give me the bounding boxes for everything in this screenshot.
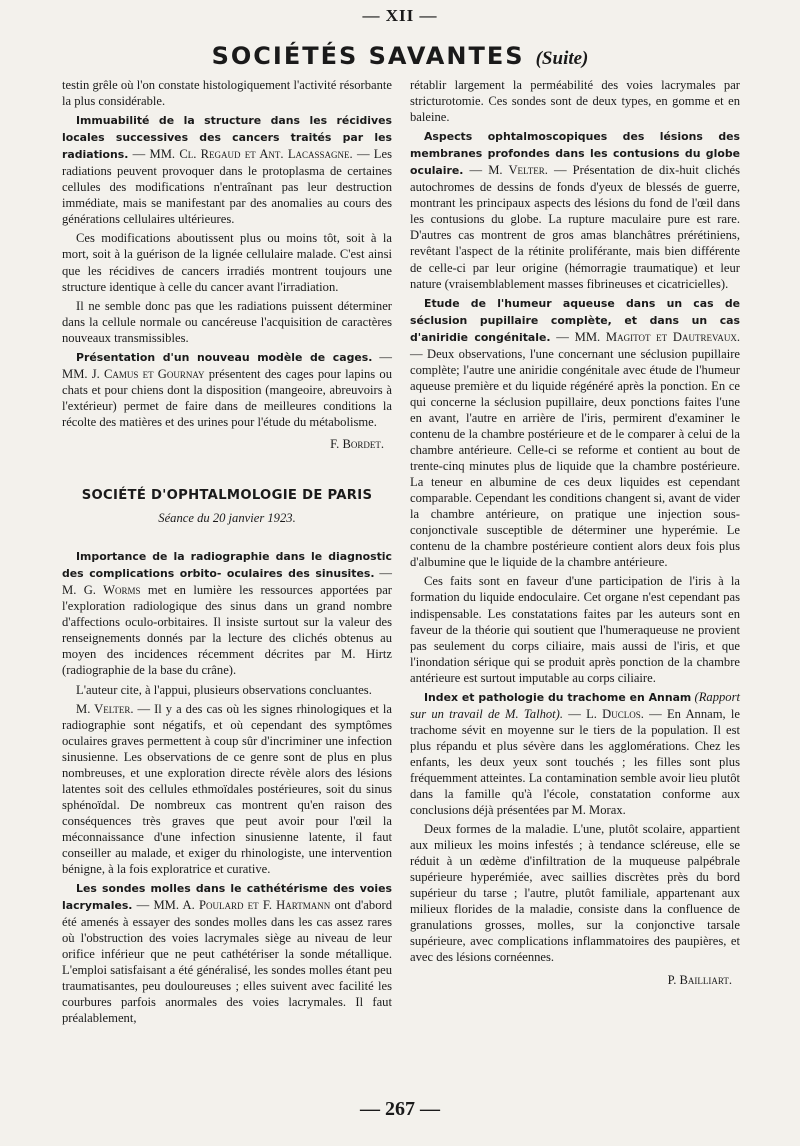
article-authors: M. Velter.	[76, 701, 134, 716]
article-title: Etude de l'humeur aqueuse dans un cas de séclusion pupillaire complète, et dans un cas d'aniridie congénitale.	[410, 296, 740, 344]
article-authors: — M. Velter.	[469, 163, 548, 178]
header-suite: (Suite)	[535, 48, 589, 69]
article-text: anormales des voies lacrymales. Il faut préalablement,	[62, 995, 392, 1026]
article-authors: — MM. Cl. Regaud et Ant. Lacassagne.	[132, 147, 353, 162]
session-date: Séance du 20 janvier 1923.	[158, 511, 296, 526]
paragraph: Il ne semble donc pas que les radiations puissent déterminer dans la cellule normale ou cancéreuse l'acquisition de caractères nouveaux transmissibles.	[62, 298, 392, 345]
article-text: — Présentation de dix-huit clichés autochromes de dessins de fonds d'yeux de blessés de guerre, montrant les principaux aspects des lésions du fond de l'œil dans les contusions du globe. La rupture maculaire pure est rare. D'autres cas montrent de gros amas blanchâtres prérétiniens, revêtant l'aspect de la rétinite proliférante, mais bien différente de celle-ci par leur origine (hémorragie traumatique) et leur nature (vraisemblablement masses fibrineuses et cicatricielles).	[410, 163, 740, 291]
society-title: SOCIÉTÉ D'OPHTALMOLOGIE DE PARIS	[81, 488, 373, 504]
article-magitot	[410, 295, 740, 571]
article-reference: (Rapport sur un travail de M. Talhot).	[410, 689, 740, 721]
paragraph: rétablir largement la perméabilité des voies lacrymales par stricturotomie. Ces sondes sont de deux types, en gomme et en baleine.	[410, 78, 740, 125]
signature-bailliart: P. Bailliart.	[667, 972, 732, 987]
article-text: présentent des cages pour lapins ou chats et pour chiens dont la disposition (mangeoire, abreuvoirs à l'extérieur) permet de faire dans de meilleures conditions la récolte des matières et des urines pour l'étude du métabolisme.	[62, 366, 392, 429]
article-title: Importance de la radiographie dans le diagnostic des complications orbito- oculaires des sinusites.	[62, 550, 392, 581]
article-text: met en lumière les ressources apportées par l'exploration radiologique des sinus dans un grand nombre d'affections oculo-orbitaires. Il insiste surtout sur la valeur des renseignements donnés par la lecture des clichés obtenus au moyen des incidences récemment décrites par M. Hirtz (radiographie de la base du crâne).	[62, 583, 392, 678]
article-text: ont d'abord été amenés à essayer des sondes molles dans les cas assez rares où l'obstruction des voies lacrymales siège au niveau de leur orifice inférieur que ne peut cathétériser la sonde métallique. L'emploi satisfaisant a été généralisé, les sondes molles étant peu traumatisantes, peu douloureuses ; elles suivent avec facilité les courbures parfois	[62, 898, 392, 1010]
article-velter	[410, 128, 740, 291]
right-column	[410, 77, 740, 988]
paragraph: Ces modifications aboutissent plus ou moins tôt, soit à la mort, soit à la guérison de la lignée cellulaire malade. C'est ainsi que les récidives de cancers irradiés montrent toujours une structure identique à celle du cancer avant l'irradiation.	[62, 231, 392, 294]
article-title: Index et pathologie du trachome en Annam	[424, 690, 692, 704]
section-header	[0, 42, 800, 70]
article-title: Présentation d'un nouveau modèle de cages.	[76, 350, 373, 364]
article-text: — Les radiations peuvent provoquer dans le protoplasma de certaines cellules des modifications n'entraînant pas leur destruction immédiate, mais se manifestant par des anomalies au cours des générations cellulaires ultérieures.	[62, 147, 392, 227]
article-poulard	[62, 880, 392, 1026]
page-number-top: — XII —	[362, 6, 438, 25]
paragraph: L'auteur cite, à l'appui, plusieurs observations concluantes.	[76, 682, 372, 697]
article-duclos	[410, 689, 740, 818]
article-authors: — M. G. Worms	[62, 566, 393, 598]
paragraph: Deux formes de la maladie. L'une, plutôt scolaire, appartient aux milieux les moins infestés ; à tendance scléreuse, elle se réduit à un œdème d'infiltration de la muqueuse palpébrale supérieure hyperémiée, avec saillies discrètes près du bord supérieur du tarse ; l'autre, plutôt familiale, appartenant aux milieux florides de la maladie, consiste dans la confluence de granulations grosses, molles, sur la conjonctive tarsale supérieure, avec complications inflammatoires des paupières, et avec des lésions cornéennes.	[410, 822, 740, 965]
article-title: Immuabilité de la structure dans les récidives locales successives des cancers traités par les radiations.	[62, 114, 392, 162]
left-column	[62, 77, 392, 1029]
article-regaud	[62, 112, 392, 227]
page-number-bottom: — 267 —	[360, 1098, 440, 1120]
header-title: SOCIÉTÉS SAVANTES	[211, 42, 525, 70]
signature-bordet: F. Bordet.	[330, 436, 384, 451]
article-authors: — MM. A. Poulard et F. Hartmann	[136, 898, 331, 913]
article-authors: — L. Duclos.	[568, 706, 644, 721]
article-title: Aspects ophtalmoscopiques des lésions des membranes profondes dans les contusions du globe oculaire.	[410, 130, 740, 178]
paragraph: Ces faits sont en faveur d'une participation de l'iris à la formation du liquide endoculaire. Cet organe n'est cependant pas indispensable. Les constatations faites par les auteurs sont en faveur de la théorie qui soutient que l'humeraqueuse ne provient pas seulement du corps ciliaire, mais aussi de l'iris, et que l'inondation sérique qui se produit après ponction de la chambre antérieure est surtout imputable au corps ciliaire.	[410, 574, 740, 685]
paragraph: testin grêle où l'on constate histologiquement l'activité résorbante la plus considérable.	[62, 78, 392, 109]
article-authors: — MM. J. Camus et Gournay	[62, 349, 392, 381]
article-worms	[62, 548, 392, 678]
article-authors: — MM. Magitot et Dautrevaux.	[556, 329, 740, 344]
article-text: — Il y a des cas où les signes rhinologiques et la radiographie sont négatifs, et où cependant des symptômes oculaires graves permettent à coup sûr d'incriminer une infection sinusienne. Les observations de ce genre sont de plus en plus nombreuses, et une exploration directe révèle alors des lésions latentes soit des cellules ethmoïdales postérieures, soit du sinus sphénoïdal. De nombreux cas montrent qu'en raison des conséquences très graves que peut avoir pour l'œil la méconnaissance d'une infection sinusienne latente, il faut conseiller au malade, et exiger du rhinologiste, une intervention bénigne, à la fois exploratrice et curative.	[62, 701, 392, 877]
paragraph-velter	[62, 701, 392, 878]
article-text: — Deux observations, l'une concernant une séclusion pupillaire complète; l'autre une aniridie congénitale avec étude de l'humeur aqueuse première et du liquide régénéré après la ponction. En ce qui concerne la séclusion pupillaire, deux ponctions faites l'une en avant, l'autre en arrière de l'iris, permirent d'examiner le contenu de la chambre postérieure et de le comparer à celui de la chambre antérieure. Celle-ci se reforme et contient au bout de trente-cinq minutes plus de liquide que la chambre postérieure. La teneur en albumine de ces deux liquides est cependant comparable. Cependant les conditions changent si, avant de vider la chambre antérieure, on pratique une injection sous-conjonctivale susceptible de déterminer une hyperémie. Le contenu de la chambre postérieure contient alors deux fois plus d'albumine que le liquide de la chambre antérieure.	[410, 346, 740, 570]
article-camus	[62, 349, 392, 430]
article-title: Les sondes molles dans le cathétérisme des voies lacrymales.	[62, 882, 392, 913]
article-text: — En Annam, le trachome sévit en moyenne sur le tiers de la population. Il est plus répandu et plus sévère dans les agglomérations. Chez les enfants, les deux yeux sont touchés ; les filles sont plus fréquemment atteintes. La contamination semble avoir lieu plutôt dans la famille qu'à l'école, constatation conforme aux conclusions déjà présentées par M. Morax.	[410, 706, 741, 818]
